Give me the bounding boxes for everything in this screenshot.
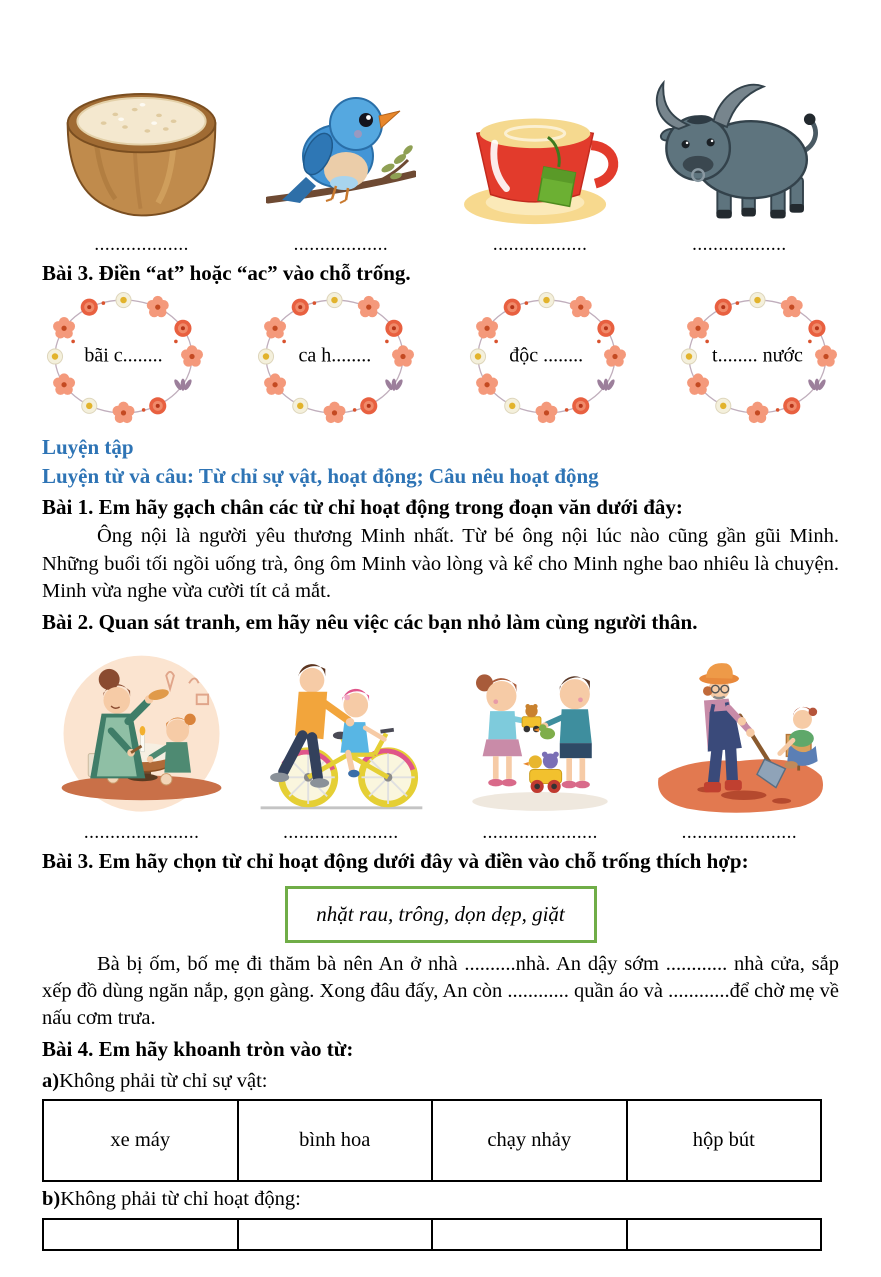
top-image-row — [42, 52, 839, 232]
tea-cup-illustration — [441, 84, 640, 232]
flower-wreath-blank — [465, 289, 628, 425]
answer-line: ...................... — [83, 822, 200, 844]
word-choice-table-b — [42, 1218, 822, 1251]
wreath-word: độc ........ — [509, 344, 584, 367]
bai3-choose-title: Bài 3. Em hãy chọn từ chỉ hoạt động dưới đây và điền vào chỗ trống thích hợp: — [42, 849, 749, 874]
answer-line: .................. — [94, 234, 189, 255]
bai3-fill-title: Bài 3. Điền “at” hoặc “ac” vào chỗ trống. — [42, 261, 411, 285]
table-cell: chạy nhảy — [432, 1100, 627, 1181]
wreath-word: bãi c........ — [84, 344, 163, 367]
bowl-of-rice-illustration — [42, 60, 241, 232]
bai3-choose-paragraph: Bà bị ốm, bố mẹ đi thăm bà nên An ở nhà ..........nhà. An dậy sớm ............ nhà cửa, sắp xếp đồ dùng ngăn nắp, gọn gàng. Xong đâu đấy, An còn ............ quần áo và ............để chờ mẹ về nấu cơm trưa. — [42, 952, 839, 1030]
blue-bird-illustration — [241, 82, 440, 232]
table-cell: xe máy — [43, 1100, 238, 1181]
top-caption-row — [42, 234, 839, 256]
wreath-word: t........ nước — [712, 344, 803, 367]
luyen-tu-va-cau-heading: Luyện từ và câu: Từ chỉ sự vật, hoạt động; Câu nêu hoạt động — [42, 463, 599, 488]
bai1-paragraph: Ông nội là người yêu thương Minh nhất. Từ bé ông nội lúc nào cũng gần gũi Minh. Những buổi tối ngồi uống trà, ông ôm Minh vào lòng và kể cho Minh nghe bao nhiêu là chuyện. Minh vừa nghe vừa cười tít cả mắt. — [42, 525, 839, 602]
table-cell-empty — [43, 1219, 238, 1250]
flower-wreath-blank — [676, 289, 839, 425]
word-bank-box: nhặt rau, trông, dọn dẹp, giặt — [285, 886, 597, 943]
flower-wreath-blank — [42, 289, 205, 425]
answer-line: .................. — [692, 234, 787, 255]
word-choice-table-a — [42, 1099, 822, 1182]
answer-line: ...................... — [482, 822, 598, 844]
b-label: b) — [42, 1188, 61, 1211]
kids-playing-toys-illustration — [441, 654, 640, 820]
bai2-title: Bài 2. Quan sát tranh, em hãy nêu việc các bạn nhỏ làm cùng người thân. — [42, 610, 698, 635]
table-cell-empty — [238, 1219, 433, 1250]
bai2-caption-row — [42, 822, 839, 844]
table-row — [43, 1219, 821, 1250]
wreath-row — [42, 289, 839, 425]
mother-child-baking-illustration — [42, 652, 241, 820]
grandparents-gardening-illustration — [640, 652, 839, 820]
b-text: Không phải từ chỉ hoạt động: — [60, 1188, 301, 1211]
answer-line: .................. — [293, 234, 389, 255]
bai1-title: Bài 1. Em hãy gạch chân các từ chỉ hoạt động trong đoạn văn dưới đây: — [42, 494, 683, 519]
a-text: Không phải từ chỉ sự vật: — [59, 1069, 268, 1092]
answer-line: ...................... — [681, 822, 798, 844]
wreath-word: ca h........ — [298, 344, 372, 367]
bai4-b-label-line — [42, 1185, 839, 1214]
water-buffalo-illustration — [640, 72, 839, 232]
bai4-a-label-line — [42, 1067, 839, 1096]
answer-line: ...................... — [283, 822, 399, 844]
table-cell: hộp bút — [627, 1100, 822, 1181]
a-label: a) — [42, 1069, 60, 1092]
luyen-tap-heading: Luyện tập — [42, 435, 134, 460]
table-cell: bình hoa — [238, 1100, 433, 1181]
bai4-title: Bài 4. Em hãy khoanh tròn vào từ: — [42, 1037, 354, 1062]
flower-wreath-blank — [253, 289, 416, 425]
table-row — [43, 1100, 821, 1181]
answer-line: .................. — [492, 234, 588, 255]
bai2-image-row — [42, 642, 839, 820]
father-teaching-bike-illustration — [241, 650, 440, 820]
table-cell-empty — [432, 1219, 627, 1250]
table-cell-empty — [627, 1219, 822, 1250]
